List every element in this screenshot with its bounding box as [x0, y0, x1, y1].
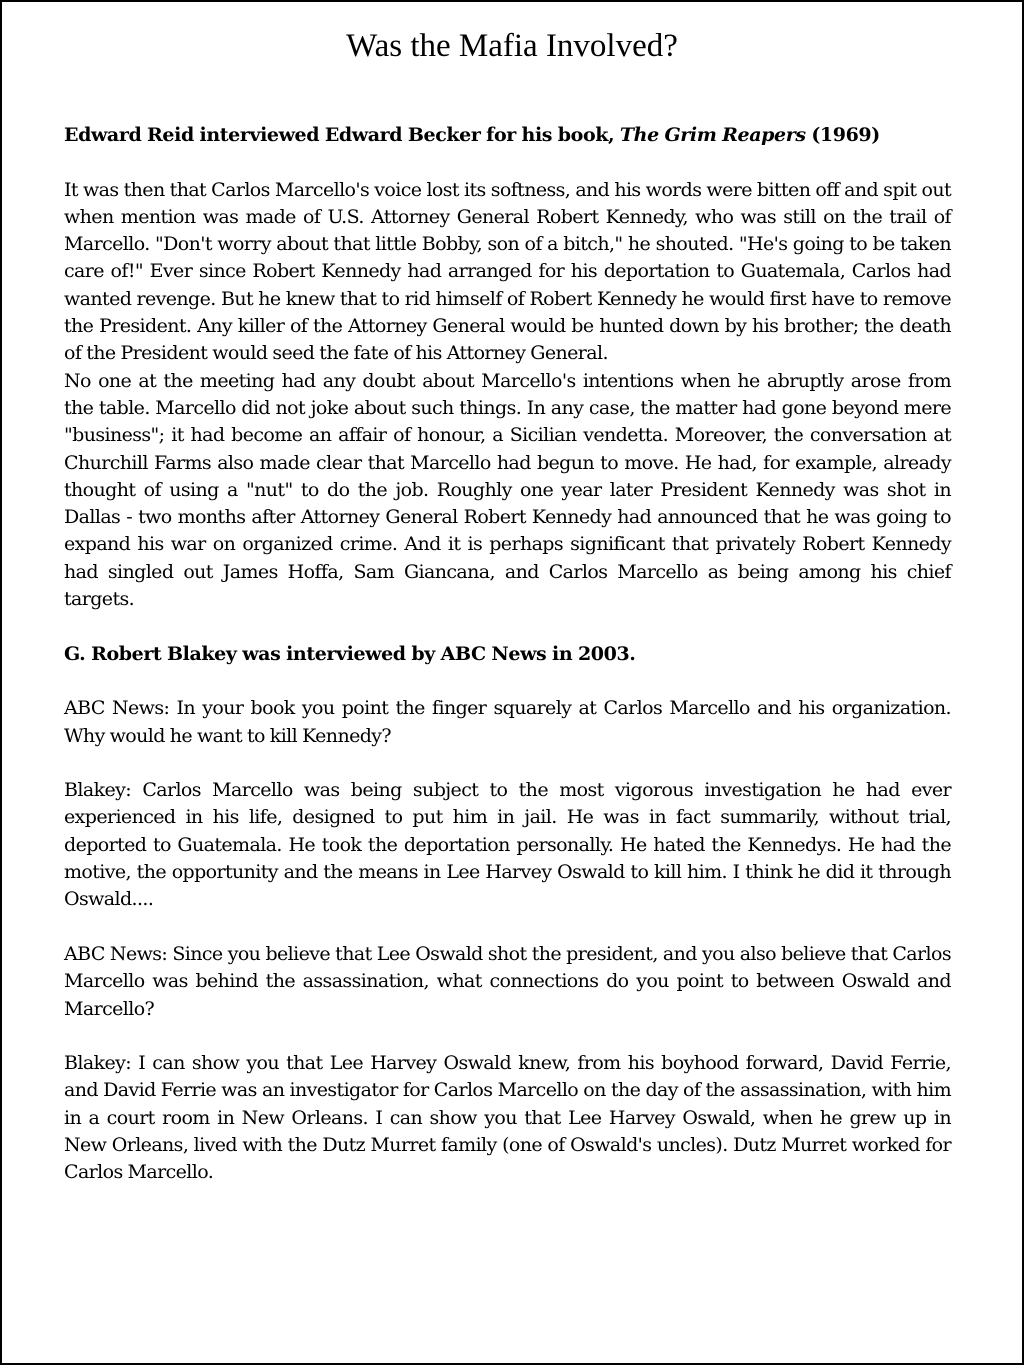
- heading-year: (1969): [811, 124, 880, 146]
- paragraph-spacer: [64, 750, 951, 777]
- section-heading-reid: [64, 122, 951, 149]
- interview-question-1: ABC News: In your book you point the finger squarely at Carlos Marcello and his organization. Why would he want to kill Kennedy?: [64, 697, 951, 747]
- section-heading-blakey: G. Robert Blakey was interviewed by ABC News in 2003.: [64, 642, 636, 665]
- book-title: The Grim Reapers: [619, 124, 806, 146]
- paragraph-spacer: [64, 613, 951, 640]
- page-title: Was the Mafia Involved?: [346, 28, 678, 64]
- paragraph-spacer: [64, 149, 951, 176]
- interview-answer-1: Blakey: Carlos Marcello was being subject to the most vigorous investigation he had ever experienced in his life, designed to put him in jail. He was in fact summarily, without trial, deported to Guatemala. He took the deportation personally. He hated the Kennedys. He had the motive, the opportunity and the means in Lee Harvey Oswald to kill him. I think he did it through Oswald....: [64, 779, 951, 911]
- heading-text: Edward Reid interviewed Edward Becker for his book,: [64, 124, 615, 146]
- interview-question-2: ABC News: Since you believe that Lee Oswald shot the president, and you also believe that Carlos Marcello was behind the assassination, what connections do you point to between Oswald and Marcello?: [64, 942, 951, 1020]
- interview-answer-2: Blakey: I can show you that Lee Harvey Oswald knew, from his boyhood forward, David Ferrie, and David Ferrie was an investigator for Carlos Marcello on the day of the assassination, with him in a court room in New Orleans. I can show you that Lee Harvey Oswald, when he grew up in New Orleans, lived with the Dutz Murret family (one of Oswald's uncles). Dutz Murret worked for Carlos Marcello.: [64, 1052, 951, 1184]
- paragraph-spacer: [64, 1023, 951, 1050]
- paragraph-spacer: [64, 668, 951, 695]
- reid-paragraph-2: No one at the meeting had any doubt about Marcello's intentions when he abruptly arose from the table. Marcello did not joke about such things. In any case, the matter had gone beyond mere "business"; it had become an affair of honour, a Sicilian vendetta. Moreover, the conversation at Churchill Farms also made clear that Marcello had begun to move. He had, for example, already thought of using a "nut" to do the job. Roughly one year later President Kennedy was shot in Dallas - two months after Attorney General Robert Kennedy had announced that he was going to expand his war on organized crime. And it is perhaps significant that privately Robert Kennedy had singled out James Hoffa, Sam Giancana, and Carlos Marcello as being among his chief targets.: [64, 369, 951, 611]
- paragraph-spacer: [64, 914, 951, 941]
- reid-paragraph-1: It was then that Carlos Marcello's voice lost its softness, and his words were bitten off and spit out when mention was made of U.S. Attorney General Robert Kennedy, who was still on the trail of Marcello. "Don't worry about that little Bobby, son of a bitch," he shouted. "He's going to be taken care of!" Ever since Robert Kennedy had arranged for his deportation to Guatemala, Carlos had wanted revenge. But he knew that to rid himself of Robert Kennedy he would first have to remove the President. Any killer of the Attorney General would be hunted down by his brother; the death of the President would seed the fate of his Attorney General.: [64, 178, 951, 365]
- document-body: [64, 122, 951, 1187]
